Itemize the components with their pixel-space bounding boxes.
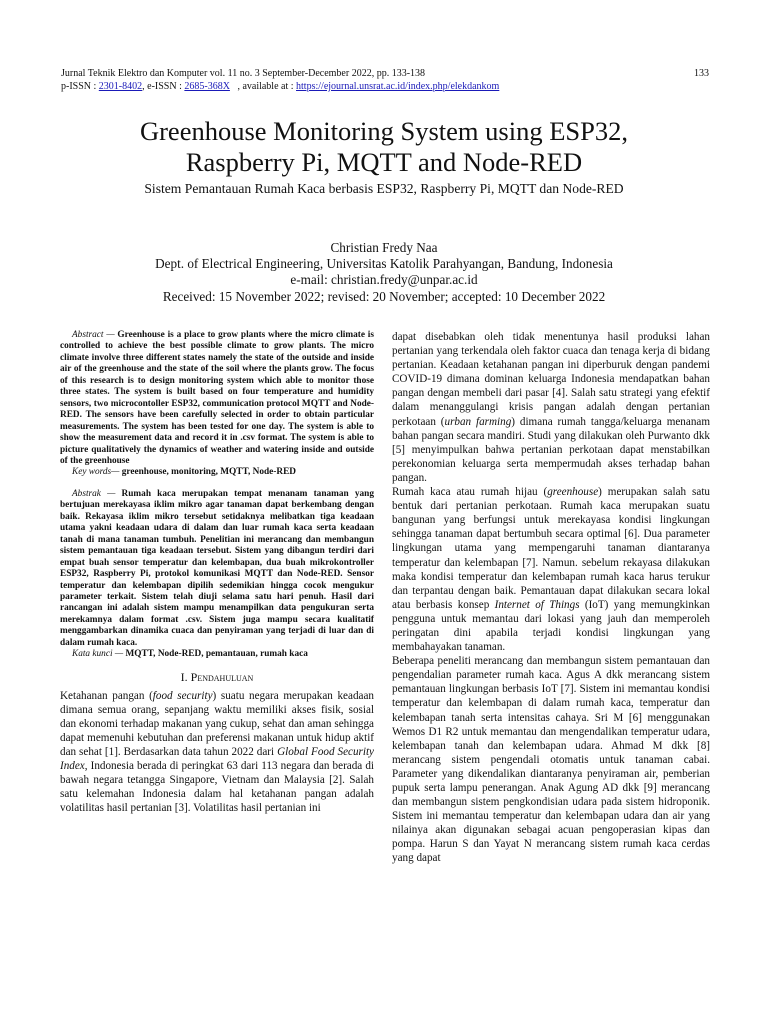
intro-paragraph-1 — [60, 689, 374, 816]
author-block — [60, 240, 708, 305]
intro-text: ) dimana rumah tangga/keluarga menanam bahan pangan secara mandiri. Studi yang dilakukan oleh Purwanto dkk [5] menyimpulkan bahwa pertanian perkotaan dapat menstabilkan perekonomian keluarga serta mempermudah akses terhadap bahan pangan. — [392, 415, 710, 484]
page-number: 133 — [694, 68, 709, 79]
eissn-label: , e-ISSN : — [142, 81, 185, 92]
intro-italic-term: Internet of Things — [494, 598, 580, 611]
intro-text: Ketahanan pangan ( — [60, 689, 153, 702]
intro-text: ) suatu negara merupakan keadaan dimana semua orang, sepanjang waktu memiliki akses fisik, sosial dan ekonomi terhadap makanan yang cukup, sehat dan aman sehingga dapat memenuhi kebutuhan dan preferensi makanan untuk hidup aktif dan sehat [1]. Berdasarkan data tahun 2022 dari — [60, 689, 374, 759]
paper-title-line1: Greenhouse Monitoring System using ESP32, — [139, 116, 629, 146]
intro-text: (IoT) yang memungkinkan pengguna untuk memantau dari lokasi yang jauh dan memperoleh peringatan dini apabila terjadi kondisi lingkungan yang membahayakan tanaman. — [392, 598, 711, 654]
author-name: Christian Fredy Naa — [330, 240, 438, 255]
article-dates: Received: 15 November 2022; revised: 20 November; accepted: 10 December 2022 — [162, 288, 606, 304]
intro-text: dapat disebabkan oleh tidak menentunya hasil produksi lahan pertanian yang terkendala oleh faktor cuaca dan tenaga kerja di bidang pertanian. Keadaan ketahanan pangan ini diperburuk dengan pandemi COVID-19 dimana dominan keluarga Indonesia mendapatkan bahan pangan dengan membeli dari pasar [4]. Salah satu strategi yang efektif dalam menanggulangi krisis pangan adalah dengan pertanian perkotaan ( — [392, 331, 710, 428]
keywords-indonesian-body: MQTT, Node-RED, pemantauan, rumah kaca — [125, 649, 308, 660]
journal-citation: Jurnal Teknik Elektro dan Komputer vol. 11 no. 3 September-December 2022, pp. 133-138 — [61, 68, 426, 79]
intro-paragraph-2 — [392, 330, 710, 485]
available-text: , available at : — [229, 81, 297, 92]
right-column — [392, 330, 710, 866]
paper-subtitle: Sistem Pemantauan Rumah Kaca berbasis ESP32, Raspberry Pi, MQTT dan Node-RED — [144, 181, 624, 196]
section-title: Pendahuluan — [190, 669, 254, 684]
section-heading-introduction — [60, 670, 374, 685]
abstract-indonesian — [60, 489, 374, 649]
abstract-indonesian-lead: Abstrak — — [72, 488, 122, 499]
abstract-english — [60, 330, 374, 467]
keywords-english-body: greenhouse, monitoring, MQTT, Node-RED — [121, 467, 296, 478]
paper-title — [40, 116, 728, 178]
keywords-english — [60, 467, 374, 478]
author-affiliation: Dept. of Electrical Engineering, Universitas Katolik Parahyangan, Bandung, Indonesia — [155, 256, 613, 272]
intro-text: ) merupakan salah satu bentuk dari pertanian perkotaan. Rumah kaca merupakan suatu bangunan yang berfungsi untuk merekayasa kondisi lingkungan sehingga tanaman dapat bertumbuh secara optimal [6]. Dua parameter lingkungan utama yang mempengaruhi tanaman diantaranya temperatur dan kelembapan [7]. Namun. sebelum rekayasa dilakukan maka kondisi temperatur dan kelembapan rumah kaca harus terukur dan terpantau dengan baik. Pemantauan dapat dilakukan secara lokal atau berbasis konsep — [392, 486, 710, 611]
intro-text: Rumah kaca atau rumah hijau ( — [392, 486, 548, 499]
intro-paragraph-3 — [392, 485, 710, 654]
eissn-link[interactable]: 2685-368X — [184, 81, 230, 92]
keywords-english-lead: Key words— — [72, 467, 122, 478]
intro-paragraph-4: Beberapa peneliti merancang dan membangun sistem pemantauan dan pengendalian parameter rumah kaca. Agus A dkk merancang sistem pemantauan lingkungan berbasis IoT [7]. Sistem ini memantau kondisi temperatur dan kelembapan di dalam rumah kaca, temperatur dan kelembapan tanah serta intensitas cahaya. Sri M [6] menggunakan Wemos D1 R2 untuk memantau dan mengendalikan temperatur udara, kelembapan tanah dan kelembapan udara. Ahmad M dkk [8] merancang sistem pengendali otomatis untuk tanaman cabai. Parameter yang dikendalikan diantaranya penyiraman air, pemberian pupuk serta lampu penerangan. Anak Agung AD dkk [9] merancang dan membangun sistem pengkondisian udara pada sistem hidroponik. Sistem ini memantau temperatur dan kelembapan udara dan air yang nilainya akan digunakan sebagai acuan pengoperasian kipas dan pompa. Harun S dan Yayat N merancang sistem rumah kaca cerdas yang dapat — [392, 655, 710, 865]
abstract-english-lead: Abstract — — [72, 330, 118, 340]
intro-italic-term: urban farming — [444, 415, 512, 428]
pissn-label: p-ISSN : — [61, 81, 99, 92]
paper-title-line2: Raspberry Pi, MQTT and Node-RED — [185, 147, 583, 177]
intro-italic-term: food security — [152, 689, 213, 702]
keywords-indonesian — [60, 649, 374, 660]
running-header — [61, 67, 709, 93]
abstract-indonesian-body: Rumah kaca merupakan tempat menanam tanaman yang bertujuan merekayasa iklim mikro agar tanaman dapat berkembang dengan baik. Rekayasa iklim mikro tersebut setidaknya melibatkan tiga keadaan utama yakni keadaan udara di dalam dan luar rumah kaca serta keadaan tanah di mana tanaman tumbuh. Penelitian ini merancang dan membangun sistem pemantauan tiga keadaan tersebut. Sistem yang dibangun terdiri dari empat buah sensor temperatur dan kelembapan, dua buah mikrokontroller ESP32, Raspberry Pi, protokol komunikasi MQTT dan Node-RED. Sensor temperatur dan kelembapan dipilih sedemikian hingga cocok mengukur parameter terkait. Sistem telah diuji selama satu hari penuh. Hasil dari rancangan ini adalah sistem mampu menampilkan data pengukuran serta merekamnya dalam format .csv. Sistem juga mampu secara kualitatif menggambarkan dinamika cuaca dan penyiraman yang terjadi di luar dan di dalam rumah kaca. — [60, 488, 374, 648]
journal-url-link[interactable]: https://ejournal.unsrat.ac.id/index.php/elekdankom — [296, 81, 500, 92]
issn-line — [61, 80, 709, 93]
abstract-english-body: Greenhouse is a place to grow plants where the micro climate is controlled to achieve the best possible climate to grow plants. The micro climate involve three different states namely the state of the outside and inside air of the greenhouse and the state of the soil where the plants grow. The focus of this research is to design monitoring system which able to monitor those three states. The system is built based on four temperature and humidity sensors, two microcontoller ESP32, communication protocol MQTT and Node-RED. The sensors have been carefully selected in order to obtain particular measurements. The system has been tested for one day. The system is able to show the measurement data and record it in .csv format. The system is able to picture qualitatively the dynamics of weather and watering inside and outside of the greenhouse — [60, 330, 374, 466]
intro-text: , Indonesia berada di peringkat 63 dari 113 negara dan berada di bawah negara tetangga Singapore, Vietnam dan Malaysia [2]. Salah satu kelemahan Indonesia dalam hal ketahanan pangan adalah volatilitas hasil pertanian [3]. Volatilitas hasil pertanian ini — [60, 760, 374, 815]
section-numeral: I. — [180, 669, 191, 684]
intro-italic-term: greenhouse — [547, 486, 599, 499]
intro-italic-term: Global Food Security Index — [60, 746, 374, 773]
pissn-link[interactable]: 2301-8402 — [98, 81, 143, 92]
keywords-indonesian-lead: Kata kunci — — [72, 649, 126, 660]
left-column — [60, 330, 374, 816]
author-email: e-mail: christian.fredy@unpar.ac.id — [290, 272, 478, 288]
